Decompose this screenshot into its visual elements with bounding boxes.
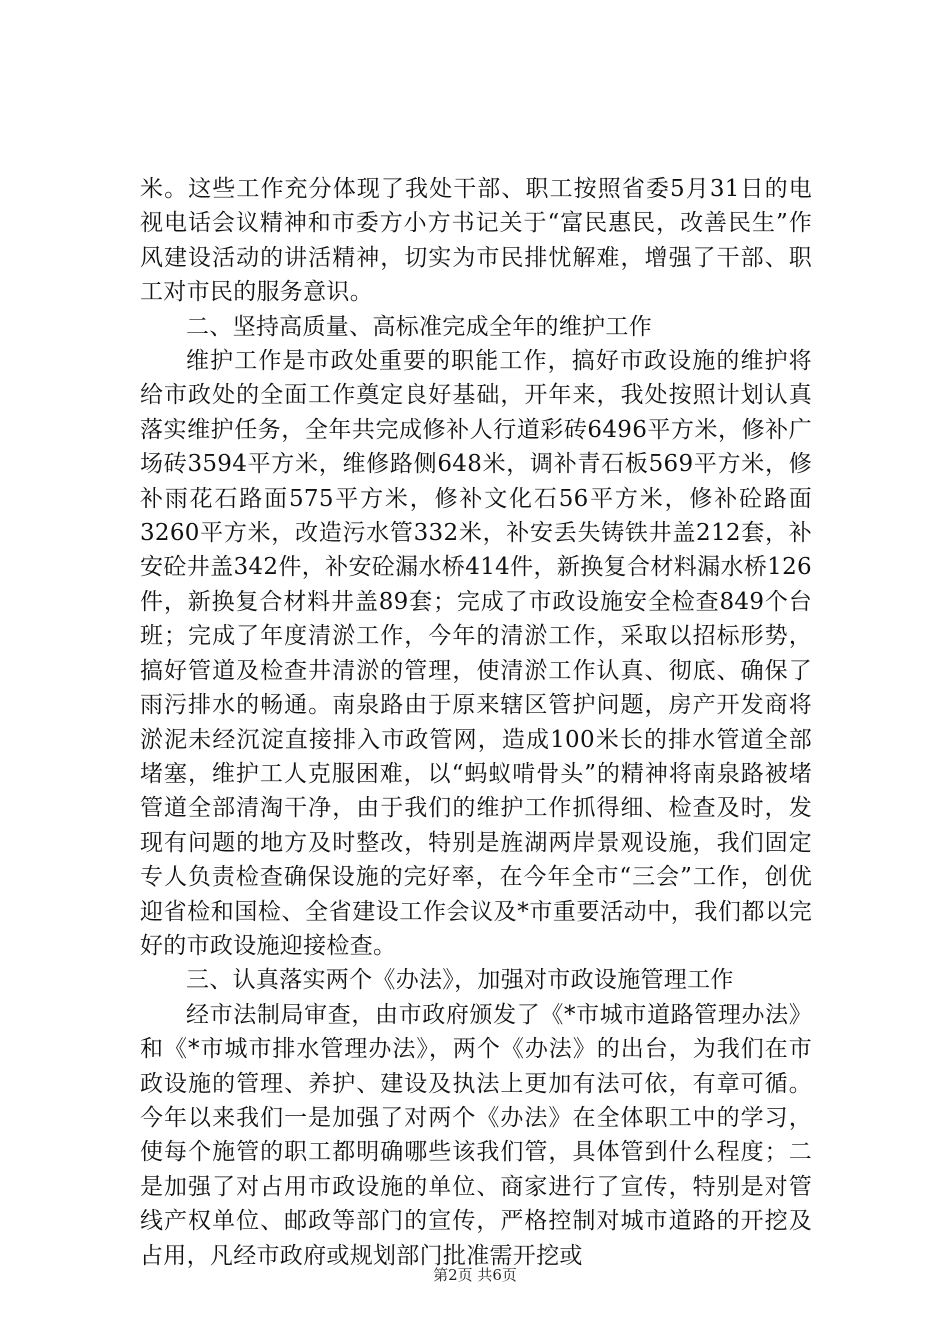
page-footer: 第2页 共6页 <box>433 1266 517 1284</box>
paragraph-continuation: 米。这些工作充分体现了我处干部、职工按照省委5月31日的电视电话会议精神和市委方小方书记关于“富民惠民，改善民生”作风建设活动的讲活精神，切实为市民排忧解难，增强了干部、职工对市民的服务意识。 <box>140 176 812 306</box>
document-body <box>140 172 812 1273</box>
paragraph-management: 经市法制局审查，由市政府颁发了《*市城市道路管理办法》和《*市城市排水管理办法》，两个《办法》的出台，为我们在市政设施的管理、养护、建设及执法上更加有法可依，有章可循。今年以来我们一是加强了对两个《办法》在全体职工中的学习，使每个施管的职工都明确哪些该我们管，具体管到什么程度；二是加强了对占用市政设施的单位、商家进行了宣传，特别是对管线产权单位、邮政等部门的宣传，严格控制对城市道路的开挖及占用，凡经市政府或规划部门批准需开挖或 <box>140 1001 812 1269</box>
section-heading-3: 三、认真落实两个《办法》，加强对市政设施管理工作 <box>186 967 734 994</box>
paragraph-maintenance: 维护工作是市政处重要的职能工作，搞好市政设施的维护将给市政处的全面工作奠定良好基础，开年来，我处按照计划认真落实维护任务，全年共完成修补人行道彩砖6496平方米，修补广场砖3594平方米，维修路侧648米，调补青石板569平方米，修补雨花石路面575平方米，修补文化石56平方米，修补砼路面3260平方米，改造污水管332米，补安丢失铸铁井盖212套，补安砼井盖342件，补安砼漏水桥414件，新换复合材料漏水桥126件，新换复合材料井盖89套；完成了市政设施安全检查849个台班；完成了年度清淤工作，今年的清淤工作，采取以招标形势，搞好管道及检查井清淤的管理，使清淤工作认真、彻底、确保了雨污排水的畅通。南泉路由于原来辖区管护问题，房产开发商将淤泥未经沉淀直接排入市政管网，造成100米长的排水管道全部堵塞，维护工人克服困难，以“蚂蚁啃骨头”的精神将南泉路被堵管道全部清淘干净，由于我们的维护工作抓得细、检查及时，发现有问题的地方及时整改，特别是旌湖两岸景观设施，我们固定专人负责检查确保设施的完好率，在今年全市“三会”工作，创优迎省检和国检、全省建设工作会议及*市重要活动中，我们都以完好的市政设施迎接检查。 <box>140 348 812 959</box>
section-heading-2: 二、坚持高质量、高标准完成全年的维护工作 <box>186 313 652 340</box>
